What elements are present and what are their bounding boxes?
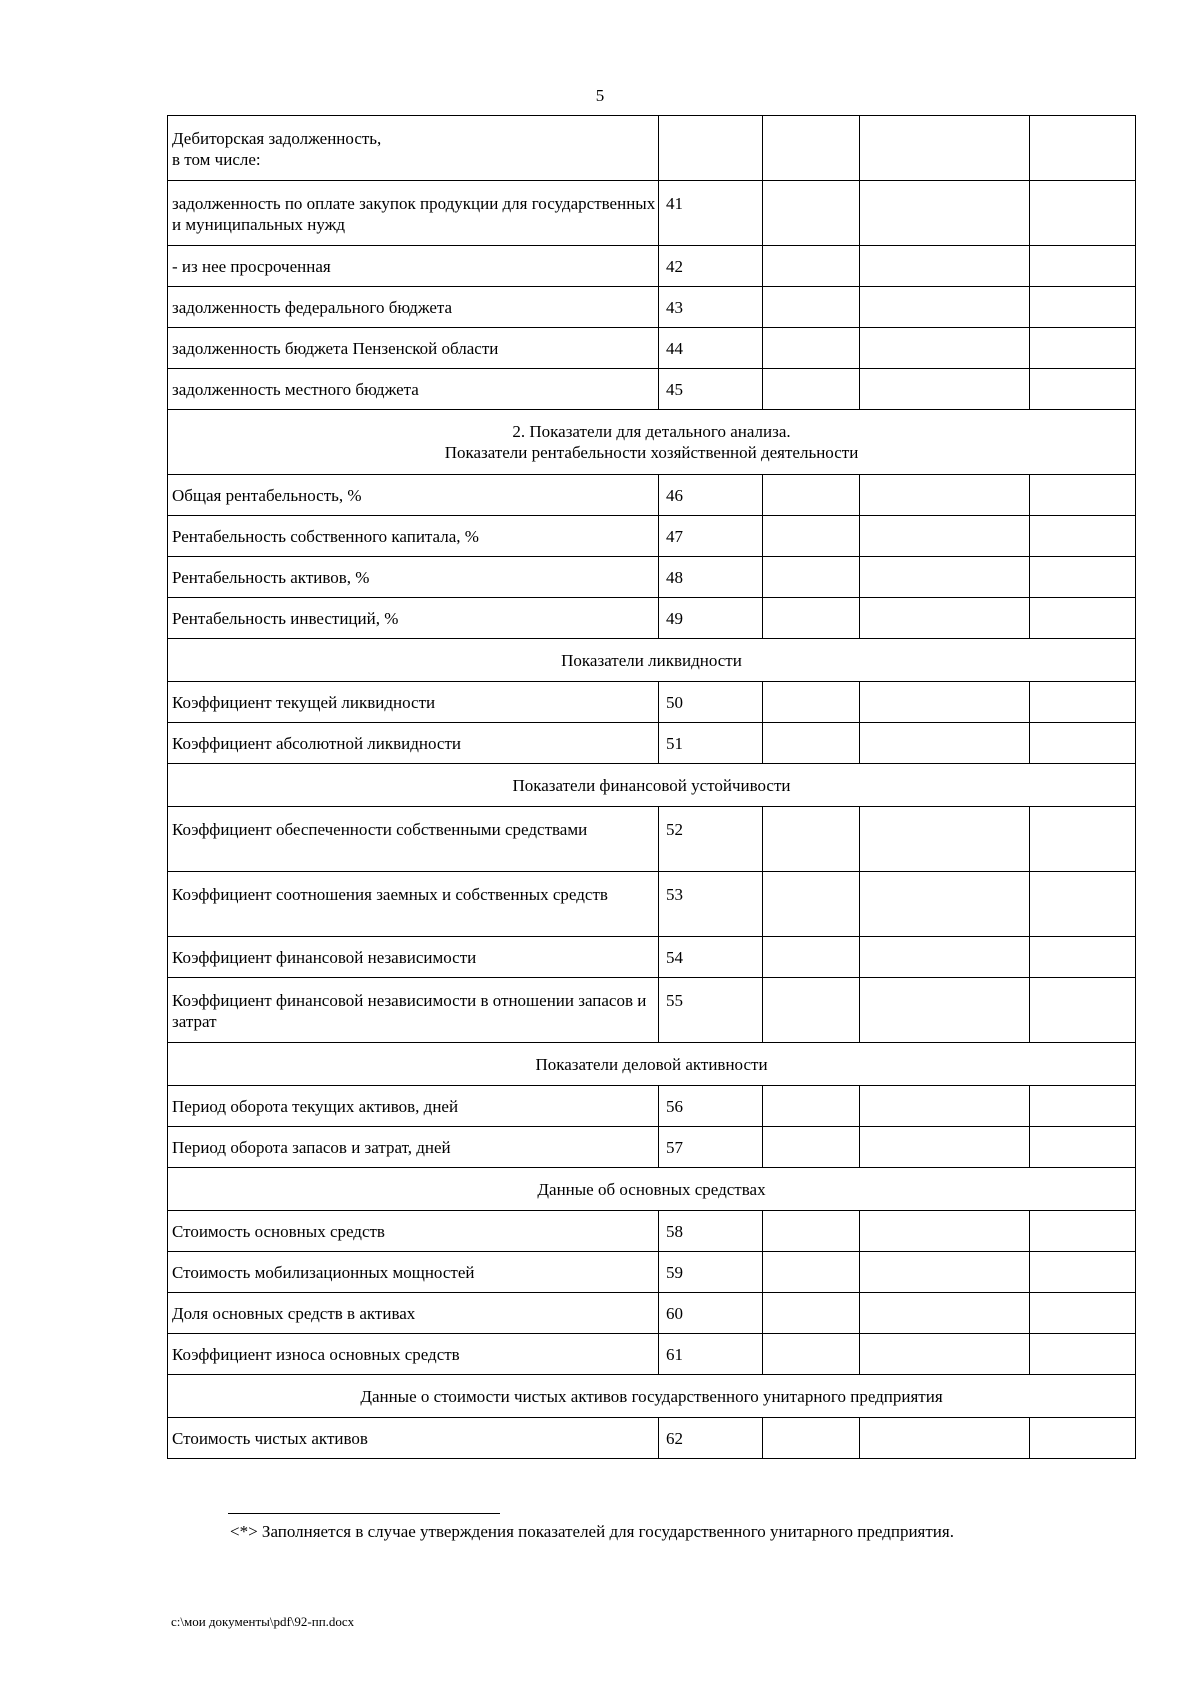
value-cell [1030,598,1136,639]
value-cell [763,1293,860,1334]
value-cell [860,328,1030,369]
value-cell [860,872,1030,937]
value-cell [860,181,1030,246]
table-row [168,557,1136,598]
value-cell [860,1334,1030,1375]
row-code-cell: 52 [659,807,763,872]
indicator-name-cell: Период оборота запасов и затрат, дней [168,1127,659,1168]
value-cell [860,978,1030,1043]
indicator-name-cell: - из нее просроченная [168,246,659,287]
indicator-name-cell: Рентабельность активов, % [168,557,659,598]
indicator-name-cell: задолженность бюджета Пензенской области [168,328,659,369]
table-row [168,872,1136,937]
value-cell [763,557,860,598]
indicator-name-cell: Коэффициент абсолютной ликвидности [168,723,659,764]
indicator-name-cell: Период оборота текущих активов, дней [168,1086,659,1127]
value-cell [763,937,860,978]
indicator-name-cell: Рентабельность инвестиций, % [168,598,659,639]
table-row [168,1211,1136,1252]
footnote: <*> Заполняется в случае утверждения показателей для государственного унитарного предприятия. [230,1522,954,1541]
section-title: 2. Показатели для детального анализа. Показатели рентабельности хозяйственной деятельности [168,410,1136,475]
value-cell [763,116,860,181]
indicator-name-cell: Коэффициент соотношения заемных и собственных средств [168,872,659,937]
indicator-name-cell: задолженность по оплате закупок продукции для государственных и муниципальных нужд [168,181,659,246]
value-cell [763,1418,860,1459]
value-cell [1030,937,1136,978]
value-cell [860,1293,1030,1334]
footer-file-path: c:\мои документы\pdf\92-пп.docx [171,1614,355,1629]
section-header-row [168,1043,1136,1086]
table-row [168,1418,1136,1459]
value-cell [860,369,1030,410]
value-cell [763,1252,860,1293]
value-cell [1030,181,1136,246]
table-row [168,181,1136,246]
indicator-name-cell: Дебиторская задолженность, в том числе: [168,116,659,181]
section-header-row [168,764,1136,807]
row-code-cell: 51 [659,723,763,764]
section-title: Данные об основных средствах [168,1168,1136,1211]
value-cell [1030,1334,1136,1375]
value-cell [1030,1252,1136,1293]
value-cell [763,287,860,328]
value-cell [860,723,1030,764]
value-cell [860,557,1030,598]
section-header-row [168,1168,1136,1211]
indicator-name-cell: Коэффициент финансовой независимости [168,937,659,978]
table-row [168,937,1136,978]
value-cell [763,1334,860,1375]
row-code-cell: 43 [659,287,763,328]
row-code-cell: 45 [659,369,763,410]
value-cell [763,475,860,516]
value-cell [1030,1418,1136,1459]
indicator-name-cell: Стоимость чистых активов [168,1418,659,1459]
value-cell [1030,516,1136,557]
value-cell [860,516,1030,557]
row-code-cell: 48 [659,557,763,598]
indicator-name-cell: Коэффициент текущей ликвидности [168,682,659,723]
value-cell [1030,287,1136,328]
indicator-name-cell: Коэффициент износа основных средств [168,1334,659,1375]
row-code-cell: 58 [659,1211,763,1252]
table-row [168,807,1136,872]
table-row [168,1086,1136,1127]
indicator-name-cell: Общая рентабельность, % [168,475,659,516]
indicator-name-cell: Доля основных средств в активах [168,1293,659,1334]
value-cell [860,807,1030,872]
value-cell [1030,978,1136,1043]
section-title: Данные о стоимости чистых активов государственного унитарного предприятия [168,1375,1136,1418]
table-row [168,116,1136,181]
value-cell [1030,475,1136,516]
value-cell [1030,557,1136,598]
row-code-cell: 60 [659,1293,763,1334]
table-row [168,246,1136,287]
row-code-cell: 42 [659,246,763,287]
value-cell [763,723,860,764]
value-cell [860,1252,1030,1293]
row-code-cell [659,116,763,181]
row-code-cell: 50 [659,682,763,723]
value-cell [763,246,860,287]
row-code-cell: 49 [659,598,763,639]
value-cell [1030,807,1136,872]
table-row [168,598,1136,639]
row-code-cell: 44 [659,328,763,369]
indicator-name-cell: задолженность местного бюджета [168,369,659,410]
value-cell [860,116,1030,181]
value-cell [763,516,860,557]
table-row [168,1334,1136,1375]
indicators-table [167,115,1136,1459]
value-cell [763,181,860,246]
indicator-name-cell: Стоимость мобилизационных мощностей [168,1252,659,1293]
value-cell [763,1211,860,1252]
value-cell [1030,872,1136,937]
value-cell [1030,682,1136,723]
row-code-cell: 53 [659,872,763,937]
section-title: Показатели ликвидности [168,639,1136,682]
table-row [168,287,1136,328]
value-cell [763,682,860,723]
table-row [168,1127,1136,1168]
indicator-name-cell: Коэффициент финансовой независимости в отношении запасов и затрат [168,978,659,1043]
table-row [168,475,1136,516]
value-cell [1030,1086,1136,1127]
table-row [168,516,1136,557]
row-code-cell: 47 [659,516,763,557]
section-header-row [168,1375,1136,1418]
value-cell [860,475,1030,516]
indicator-name-cell: Коэффициент обеспеченности собственными средствами [168,807,659,872]
section-header-row [168,410,1136,475]
value-cell [1030,723,1136,764]
value-cell [763,1127,860,1168]
row-code-cell: 61 [659,1334,763,1375]
table-row [168,978,1136,1043]
value-cell [860,1086,1030,1127]
value-cell [1030,1293,1136,1334]
value-cell [763,978,860,1043]
row-code-cell: 57 [659,1127,763,1168]
value-cell [860,682,1030,723]
indicator-name-cell: задолженность федерального бюджета [168,287,659,328]
row-code-cell: 54 [659,937,763,978]
table-row [168,1252,1136,1293]
value-cell [1030,328,1136,369]
table-row [168,723,1136,764]
value-cell [1030,246,1136,287]
table-row [168,369,1136,410]
value-cell [1030,1211,1136,1252]
page-number: 5 [595,86,605,105]
value-cell [1030,1127,1136,1168]
table-row [168,328,1136,369]
indicator-name-cell: Стоимость основных средств [168,1211,659,1252]
value-cell [860,937,1030,978]
row-code-cell: 41 [659,181,763,246]
value-cell [860,287,1030,328]
value-cell [1030,116,1136,181]
section-title: Показатели финансовой устойчивости [168,764,1136,807]
value-cell [860,598,1030,639]
row-code-cell: 59 [659,1252,763,1293]
section-header-row [168,639,1136,682]
row-code-cell: 55 [659,978,763,1043]
value-cell [763,872,860,937]
value-cell [860,1211,1030,1252]
value-cell [1030,369,1136,410]
row-code-cell: 56 [659,1086,763,1127]
value-cell [763,598,860,639]
row-code-cell: 62 [659,1418,763,1459]
footnote-separator [228,1513,500,1514]
value-cell [763,807,860,872]
section-title: Показатели деловой активности [168,1043,1136,1086]
value-cell [763,1086,860,1127]
value-cell [763,328,860,369]
value-cell [860,246,1030,287]
value-cell [763,369,860,410]
indicator-name-cell: Рентабельность собственного капитала, % [168,516,659,557]
row-code-cell: 46 [659,475,763,516]
value-cell [860,1418,1030,1459]
table-row [168,682,1136,723]
value-cell [860,1127,1030,1168]
table-row [168,1293,1136,1334]
